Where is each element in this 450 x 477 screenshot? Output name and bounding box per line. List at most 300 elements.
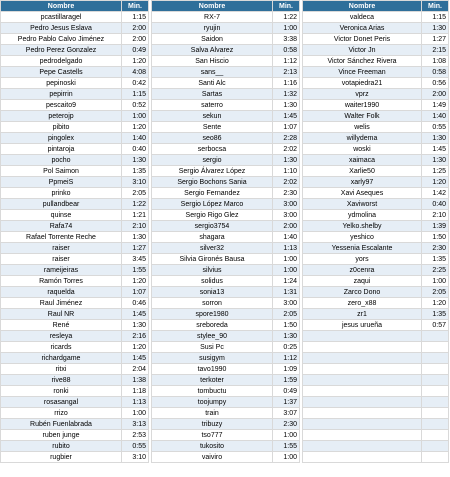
minutes-cell: 1:00	[273, 452, 300, 463]
name-cell: vprz	[303, 89, 422, 100]
minutes-cell: 0:49	[273, 386, 300, 397]
name-cell: ryujin	[152, 23, 273, 34]
name-cell: raiser	[1, 243, 122, 254]
minutes-cell	[422, 353, 449, 364]
minutes-cell: 0:40	[422, 199, 449, 210]
minutes-cell: 1:00	[273, 265, 300, 276]
name-cell: sergio3754	[152, 221, 273, 232]
minutes-cell: 2:30	[422, 243, 449, 254]
table-row	[152, 210, 300, 221]
minutes-cell: 1:38	[122, 375, 149, 386]
minutes-cell: 0:46	[122, 298, 149, 309]
table-row	[303, 155, 449, 166]
name-cell: rosasangal	[1, 397, 122, 408]
name-cell: Victor Jn	[303, 45, 422, 56]
name-cell	[303, 386, 422, 397]
table-row	[303, 331, 449, 342]
name-cell: Sergio Rigo Glez	[152, 210, 273, 221]
name-cell: pedrodelgado	[1, 56, 122, 67]
minutes-cell: 1:00	[422, 276, 449, 287]
name-cell: Sente	[152, 122, 273, 133]
table-row	[152, 78, 300, 89]
table-row	[152, 232, 300, 243]
table-row	[152, 111, 300, 122]
name-cell: quinse	[1, 210, 122, 221]
table-row	[303, 166, 449, 177]
name-cell: rugbier	[1, 452, 122, 463]
minutes-cell: 1:42	[422, 188, 449, 199]
minutes-cell: 1:50	[273, 320, 300, 331]
minutes-cell: 2:28	[273, 133, 300, 144]
table-row	[1, 243, 149, 254]
name-cell: tombuctu	[152, 386, 273, 397]
name-cell: sorron	[152, 298, 273, 309]
minutes-cell: 1:07	[273, 122, 300, 133]
name-cell: Victor Donet Peris	[303, 34, 422, 45]
table-row	[152, 155, 300, 166]
name-cell: sreboreda	[152, 320, 273, 331]
table-row	[303, 386, 449, 397]
name-cell: Silvia Gironés Bausa	[152, 254, 273, 265]
table-row	[303, 353, 449, 364]
name-cell: zero_x88	[303, 298, 422, 309]
name-cell: tribuzy	[152, 419, 273, 430]
name-cell: votapiedra21	[303, 78, 422, 89]
minutes-cell: 1:07	[122, 287, 149, 298]
table-row	[152, 45, 300, 56]
table-row	[303, 56, 449, 67]
minutes-cell: 0:55	[422, 122, 449, 133]
table-row	[1, 331, 149, 342]
table-row	[152, 254, 300, 265]
table-row	[1, 111, 149, 122]
table-row	[152, 67, 300, 78]
table-row	[152, 166, 300, 177]
table-row	[1, 23, 149, 34]
minutes-cell: 1:20	[122, 56, 149, 67]
name-cell: Pedro Perez Gonzalez	[1, 45, 122, 56]
name-cell	[303, 342, 422, 353]
name-cell: susigym	[152, 353, 273, 364]
minutes-cell: 1:20	[122, 122, 149, 133]
minutes-cell	[422, 419, 449, 430]
minutes-cell	[422, 386, 449, 397]
name-cell: Vince Freeman	[303, 67, 422, 78]
table-row	[1, 397, 149, 408]
name-cell: willydema	[303, 133, 422, 144]
table-row	[152, 199, 300, 210]
table-row	[303, 133, 449, 144]
table-row	[152, 386, 300, 397]
minutes-cell: 0:52	[122, 100, 149, 111]
minutes-cell: 1:49	[422, 100, 449, 111]
table-row	[152, 397, 300, 408]
table-row	[1, 430, 149, 441]
name-cell: tukosito	[152, 441, 273, 452]
name-cell	[303, 419, 422, 430]
name-cell: Raul Jiménez	[1, 298, 122, 309]
table-row	[1, 45, 149, 56]
minutes-cell: 1:00	[273, 430, 300, 441]
minutes-cell: 3:00	[273, 298, 300, 309]
name-cell: pibito	[1, 122, 122, 133]
minutes-cell: 1:59	[273, 375, 300, 386]
name-cell: RX-7	[152, 12, 273, 23]
table-row	[303, 254, 449, 265]
table-row	[1, 254, 149, 265]
table-row	[1, 441, 149, 452]
table-row	[1, 56, 149, 67]
table-row	[152, 177, 300, 188]
table-row	[152, 320, 300, 331]
minutes-cell: 3:10	[122, 177, 149, 188]
minutes-cell: 1:35	[422, 309, 449, 320]
table-row	[303, 122, 449, 133]
minutes-cell: 1:35	[422, 254, 449, 265]
name-cell: Xaviworst	[303, 199, 422, 210]
name-cell: prinko	[1, 188, 122, 199]
minutes-cell: 1:30	[422, 23, 449, 34]
minutes-cell: 1:30	[122, 320, 149, 331]
name-cell: saterro	[152, 100, 273, 111]
table-row	[303, 408, 449, 419]
minutes-cell: 1:18	[122, 386, 149, 397]
minutes-cell	[422, 364, 449, 375]
minutes-cell: 1:32	[273, 89, 300, 100]
minutes-cell: 1:27	[422, 34, 449, 45]
table-row	[1, 320, 149, 331]
table-row	[303, 45, 449, 56]
minutes-cell: 2:02	[273, 177, 300, 188]
minutes-cell: 1:12	[273, 56, 300, 67]
table-row	[1, 276, 149, 287]
minutes-cell: 3:10	[122, 452, 149, 463]
name-cell: xaimaca	[303, 155, 422, 166]
minutes-cell: 1:35	[122, 166, 149, 177]
name-cell: Santi Alc	[152, 78, 273, 89]
table-row	[1, 12, 149, 23]
minutes-cell: 2:25	[422, 265, 449, 276]
table-2	[151, 0, 300, 463]
minutes-cell: 0:40	[122, 144, 149, 155]
name-cell	[303, 353, 422, 364]
name-cell: Yelko.shelby	[303, 221, 422, 232]
minutes-cell	[422, 452, 449, 463]
table-row	[303, 287, 449, 298]
name-cell: raquelda	[1, 287, 122, 298]
table-row	[1, 177, 149, 188]
name-cell: Sergio López Marco	[152, 199, 273, 210]
table-row	[1, 144, 149, 155]
minutes-cell	[422, 430, 449, 441]
table-row	[1, 298, 149, 309]
minutes-cell: 1:55	[122, 265, 149, 276]
table-row	[152, 298, 300, 309]
minutes-cell: 1:09	[273, 364, 300, 375]
table-row	[303, 100, 449, 111]
minutes-cell: 0:56	[422, 78, 449, 89]
table-row	[303, 265, 449, 276]
table-column-3	[302, 0, 449, 463]
header-min: Min.	[122, 1, 149, 12]
name-cell: Salva Alvarez	[152, 45, 273, 56]
name-cell: Pol Saimon	[1, 166, 122, 177]
minutes-cell: 1:00	[273, 254, 300, 265]
table-row	[1, 133, 149, 144]
table-row	[152, 408, 300, 419]
table-row	[1, 221, 149, 232]
name-cell: Raul NR	[1, 309, 122, 320]
name-cell: Rubén Fuenlabrada	[1, 419, 122, 430]
minutes-cell: 2:05	[273, 309, 300, 320]
name-cell	[303, 452, 422, 463]
name-cell	[303, 331, 422, 342]
minutes-cell: 1:55	[273, 441, 300, 452]
table-row	[303, 221, 449, 232]
name-cell: z0cenra	[303, 265, 422, 276]
name-cell: Xarlie50	[303, 166, 422, 177]
table-row	[303, 276, 449, 287]
name-cell: pescaito9	[1, 100, 122, 111]
table-row	[1, 309, 149, 320]
table-row	[303, 397, 449, 408]
table-row	[303, 452, 449, 463]
table-row	[303, 210, 449, 221]
table-row	[303, 89, 449, 100]
minutes-cell: 1:24	[273, 276, 300, 287]
table-row	[1, 166, 149, 177]
name-cell: pocho	[1, 155, 122, 166]
name-cell: pingolex	[1, 133, 122, 144]
minutes-cell: 1:22	[122, 199, 149, 210]
name-cell: Xavi Aseques	[303, 188, 422, 199]
name-cell: peterojp	[1, 111, 122, 122]
minutes-cell: 1:31	[273, 287, 300, 298]
minutes-cell: 1:30	[273, 331, 300, 342]
minutes-cell: 3:45	[122, 254, 149, 265]
minutes-cell: 1:08	[422, 56, 449, 67]
minutes-cell: 3:07	[273, 408, 300, 419]
minutes-cell: 0:57	[422, 320, 449, 331]
name-cell: zaqui	[303, 276, 422, 287]
name-cell: pepirrin	[1, 89, 122, 100]
minutes-cell: 2:30	[273, 188, 300, 199]
table-row	[152, 56, 300, 67]
name-cell: rameijeiras	[1, 265, 122, 276]
minutes-cell: 0:25	[273, 342, 300, 353]
name-cell: ydmolina	[303, 210, 422, 221]
minutes-cell: 2:04	[122, 364, 149, 375]
minutes-cell	[422, 331, 449, 342]
minutes-cell: 0:49	[122, 45, 149, 56]
table-row	[1, 188, 149, 199]
minutes-cell: 2:00	[273, 221, 300, 232]
name-cell: Yessenia Escalante	[303, 243, 422, 254]
name-cell: serbocsa	[152, 144, 273, 155]
table-row	[1, 287, 149, 298]
minutes-cell: 1:22	[273, 12, 300, 23]
minutes-cell: 1:10	[273, 166, 300, 177]
minutes-cell: 1:45	[122, 309, 149, 320]
table-row	[303, 199, 449, 210]
name-cell: Saidon	[152, 34, 273, 45]
minutes-cell: 2:30	[273, 419, 300, 430]
table-row	[1, 386, 149, 397]
minutes-cell: 0:58	[422, 67, 449, 78]
name-cell: silvius	[152, 265, 273, 276]
name-cell: San Hiscio	[152, 56, 273, 67]
table-row	[152, 243, 300, 254]
minutes-cell: 1:45	[422, 144, 449, 155]
table-row	[152, 452, 300, 463]
name-cell: Rafael Torrente Reche	[1, 232, 122, 243]
name-cell: ritxi	[1, 364, 122, 375]
table-row	[152, 100, 300, 111]
table-row	[152, 122, 300, 133]
table-row	[303, 111, 449, 122]
name-cell: Veronica Arias	[303, 23, 422, 34]
minutes-cell: 1:30	[273, 100, 300, 111]
name-cell: Sartas	[152, 89, 273, 100]
table-row	[152, 342, 300, 353]
table-row	[152, 89, 300, 100]
minutes-cell: 1:37	[273, 397, 300, 408]
minutes-cell: 3:00	[273, 210, 300, 221]
name-cell: xarly97	[303, 177, 422, 188]
table-row	[1, 100, 149, 111]
name-cell: sonia13	[152, 287, 273, 298]
table-row	[152, 430, 300, 441]
table-row	[303, 144, 449, 155]
name-cell: train	[152, 408, 273, 419]
name-cell: terkoter	[152, 375, 273, 386]
name-cell	[303, 375, 422, 386]
table-row	[1, 67, 149, 78]
table-row	[1, 122, 149, 133]
minutes-cell: 1:30	[122, 155, 149, 166]
name-cell: resleya	[1, 331, 122, 342]
table-row	[303, 177, 449, 188]
minutes-cell: 1:20	[422, 177, 449, 188]
header-min: Min.	[422, 1, 449, 12]
table-row	[1, 89, 149, 100]
name-cell	[303, 441, 422, 452]
table-row	[303, 34, 449, 45]
table-column-2	[151, 0, 300, 463]
minutes-cell: 4:08	[122, 67, 149, 78]
header-name: Nombre	[303, 1, 422, 12]
minutes-cell: 1:13	[122, 397, 149, 408]
name-cell: sans__	[152, 67, 273, 78]
name-cell: ricards	[1, 342, 122, 353]
minutes-cell: 1:16	[273, 78, 300, 89]
minutes-cell: 0:55	[122, 441, 149, 452]
name-cell: Susi Pc	[152, 342, 273, 353]
minutes-cell: 3:00	[273, 199, 300, 210]
table-row	[303, 232, 449, 243]
name-cell: Zarco Dono	[303, 287, 422, 298]
minutes-cell: 2:53	[122, 430, 149, 441]
minutes-cell: 2:13	[273, 67, 300, 78]
table-row	[1, 155, 149, 166]
name-cell: René	[1, 320, 122, 331]
table-row	[152, 144, 300, 155]
name-cell: valdeca	[303, 12, 422, 23]
minutes-cell: 2:16	[122, 331, 149, 342]
table-row	[152, 265, 300, 276]
minutes-cell: 2:10	[422, 210, 449, 221]
name-cell: Sergio Álvarez López	[152, 166, 273, 177]
table-row	[152, 276, 300, 287]
name-cell: vaiviro	[152, 452, 273, 463]
name-cell: toojumpy	[152, 397, 273, 408]
name-cell: yeshico	[303, 232, 422, 243]
name-cell: woski	[303, 144, 422, 155]
name-cell: jesus urueña	[303, 320, 422, 331]
name-cell: zr1	[303, 309, 422, 320]
header-min: Min.	[273, 1, 300, 12]
name-cell: Rafa74	[1, 221, 122, 232]
table-row	[152, 12, 300, 23]
name-cell	[303, 408, 422, 419]
table-column-1	[0, 0, 149, 463]
minutes-cell: 1:39	[422, 221, 449, 232]
table-row	[152, 287, 300, 298]
header-name: Nombre	[1, 1, 122, 12]
minutes-cell: 1:12	[273, 353, 300, 364]
name-cell: yors	[303, 254, 422, 265]
minutes-cell: 1:45	[273, 111, 300, 122]
minutes-cell: 2:02	[273, 144, 300, 155]
table-row	[1, 210, 149, 221]
minutes-cell	[422, 408, 449, 419]
minutes-cell: 1:40	[273, 232, 300, 243]
table-row	[1, 353, 149, 364]
table-row	[303, 320, 449, 331]
minutes-cell	[422, 441, 449, 452]
name-cell: pintaroja	[1, 144, 122, 155]
table-row	[152, 23, 300, 34]
minutes-cell: 1:00	[122, 408, 149, 419]
minutes-cell: 1:30	[273, 155, 300, 166]
table-row	[1, 342, 149, 353]
minutes-cell: 2:00	[122, 23, 149, 34]
minutes-cell: 3:38	[273, 34, 300, 45]
name-cell: rrizo	[1, 408, 122, 419]
table-row	[152, 375, 300, 386]
name-cell: ronki	[1, 386, 122, 397]
name-cell: Pepe Castells	[1, 67, 122, 78]
name-cell	[303, 430, 422, 441]
name-cell: Ramón Torres	[1, 276, 122, 287]
minutes-cell: 1:00	[273, 23, 300, 34]
table-row	[1, 265, 149, 276]
table-row	[303, 342, 449, 353]
name-cell: Walter Folk	[303, 111, 422, 122]
minutes-cell: 3:13	[122, 419, 149, 430]
name-cell: rive88	[1, 375, 122, 386]
table-row	[303, 309, 449, 320]
name-cell: spore1980	[152, 309, 273, 320]
minutes-cell: 2:05	[422, 287, 449, 298]
table-row	[1, 408, 149, 419]
minutes-cell	[422, 342, 449, 353]
table-row	[152, 419, 300, 430]
minutes-cell: 1:20	[122, 276, 149, 287]
table-row	[152, 133, 300, 144]
table-row	[1, 78, 149, 89]
name-cell: pullandbear	[1, 199, 122, 210]
